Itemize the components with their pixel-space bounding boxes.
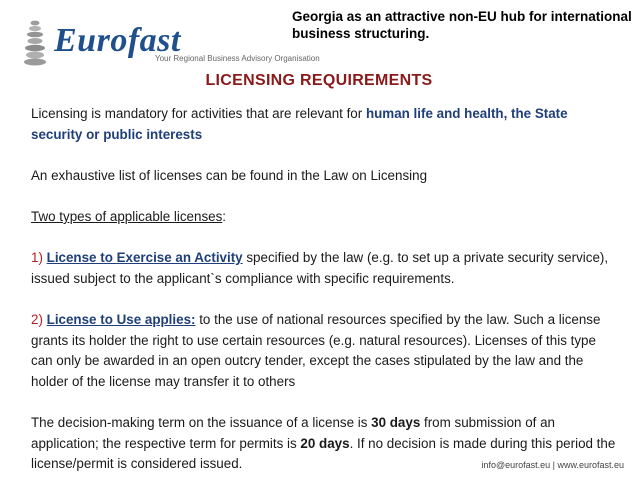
decision-text-c: . If no decision is made during this period the license/permit is considered issued. <box>31 435 616 472</box>
license-use-term <box>47 312 196 327</box>
license-use-term-text: License to Use applies: <box>46 311 196 327</box>
paragraph-license-use <box>31 310 621 392</box>
license-exercise-term: License to Exercise an Activity <box>46 250 243 266</box>
item-number-2: 2) <box>31 311 47 327</box>
decision-text-a: The decision-making term on the issuance of a license is <box>31 414 372 430</box>
content-body <box>31 104 621 475</box>
decision-days-license: 30 days <box>371 414 421 430</box>
item-number-1: 1) <box>31 250 47 266</box>
types-heading: Two types of applicable licenses <box>31 208 223 224</box>
decision-text-b: from submission of an application; the respective term for permits is <box>31 414 555 451</box>
header-title: Georgia as an attractive non-EU hub for international business structuring. <box>292 9 632 41</box>
license-use-text: to the use of national resources specified by the law. Such a license grants its holder the right to use certain resources (e.g. natural resources). Licenses of this type can only be awarded in an open outcry tender, except the cases stipulated by the law and the holder of the license may transfer it to others <box>31 311 601 389</box>
p1-highlight: human life and health, the State security or public interests <box>31 106 568 142</box>
paragraph-license-exercise <box>31 248 621 289</box>
decision-days-permit: 20 days <box>300 435 350 451</box>
paragraph-types-heading <box>31 207 621 228</box>
footer-contact: info@eurofast.eu | www.eurofast.eu <box>481 460 624 470</box>
license-exercise-text: specified by the law (e.g. to set up a private security service), issued subject to the applicant`s compliance with specific requirements. <box>31 250 609 286</box>
section-title: LICENSING REQUIREMENTS <box>205 72 433 89</box>
logo-wordmark: Eurofast <box>54 22 181 59</box>
logo <box>18 14 278 74</box>
tagline: Your Regional Business Advisory Organisation <box>155 54 320 63</box>
p1-text: Licensing is mandatory for activities that are relevant for <box>31 106 366 121</box>
types-heading-colon: : <box>222 208 227 224</box>
paragraph-mandatory <box>31 104 621 145</box>
stacked-stones-icon <box>22 18 48 66</box>
paragraph-exhaustive-list: An exhaustive list of licenses can be found in the Law on Licensing <box>31 167 428 183</box>
